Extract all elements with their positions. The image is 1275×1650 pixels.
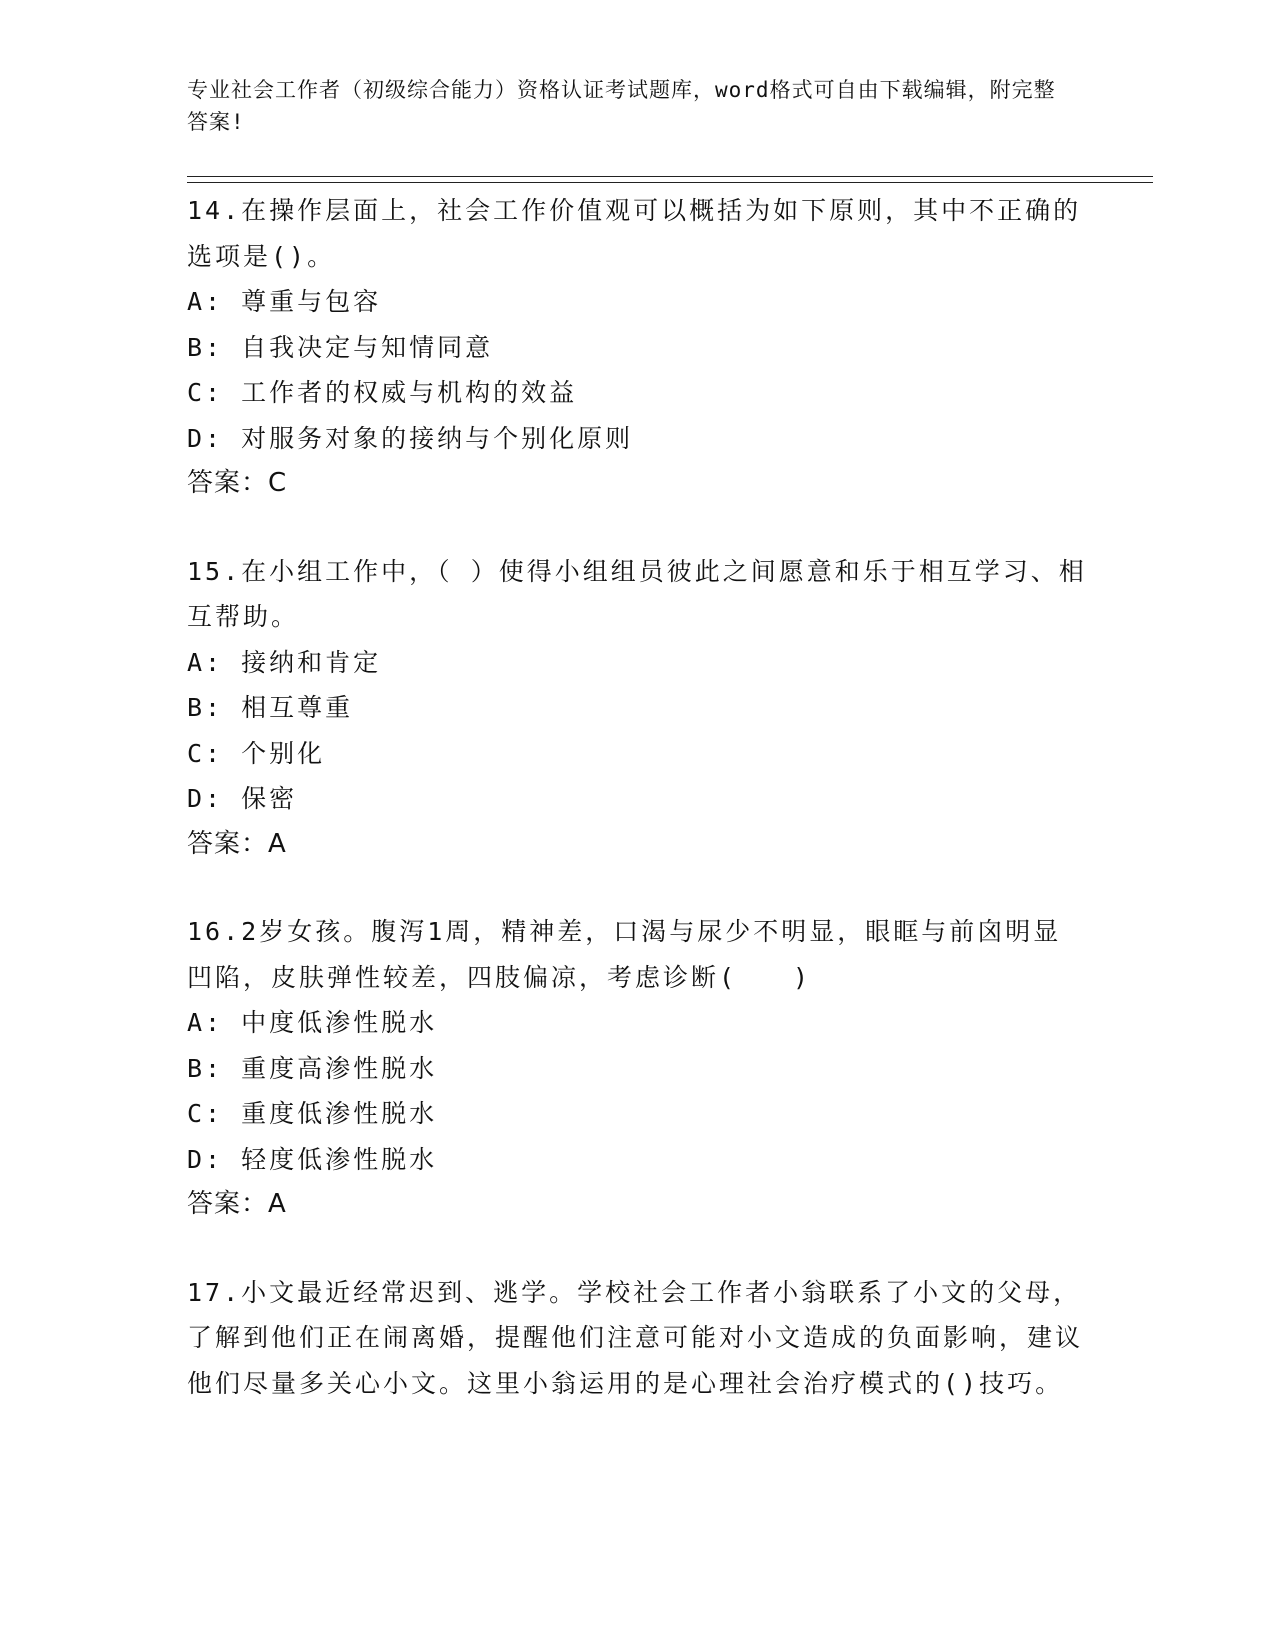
option-c bbox=[187, 731, 1087, 777]
option-text: 对服务对象的接纳与个别化原则 bbox=[241, 423, 634, 453]
question-stem: 14.在操作层面上，社会工作价值观可以概括为如下原则，其中不正确的选项是()。 bbox=[187, 196, 1082, 271]
option-label: C: bbox=[187, 738, 224, 768]
option-label: A: bbox=[187, 287, 224, 316]
question-stem: 15.在小组工作中，（ ）使得小组组员彼此之间愿意和乐于相互学习、相互帮助。 bbox=[187, 556, 1087, 631]
option-label: C: bbox=[187, 1099, 224, 1128]
option-a bbox=[187, 640, 1087, 686]
question-14 bbox=[187, 188, 1087, 507]
document-header: 专业社会工作者（初级综合能力）资格认证考试题库，word格式可自由下载编辑，附完整答案! bbox=[187, 78, 1056, 134]
option-text: 轻度低渗性脱水 bbox=[241, 1144, 438, 1174]
option-text: 工作者的权威与机构的效益 bbox=[241, 378, 578, 407]
question-17 bbox=[187, 1270, 1087, 1407]
option-label: D: bbox=[187, 1144, 224, 1174]
option-label: D: bbox=[187, 423, 224, 453]
option-text: 个别化 bbox=[241, 738, 326, 768]
option-label: D: bbox=[187, 784, 224, 813]
question-16 bbox=[187, 909, 1087, 1228]
option-label: A: bbox=[187, 1008, 224, 1037]
option-label: A: bbox=[187, 647, 224, 677]
question-list bbox=[187, 188, 1087, 1448]
option-c bbox=[187, 370, 1087, 416]
answer: 答案：A bbox=[187, 828, 287, 859]
option-a bbox=[187, 1000, 1087, 1046]
answer: 答案：A bbox=[187, 1189, 287, 1219]
question-stem: 16.2岁女孩。腹泻1周，精神差，口渴与尿少不明显，眼眶与前囟明显凹陷，皮肤弹性较差，四肢偏凉，考虑诊断( ) bbox=[187, 917, 1062, 992]
header-divider bbox=[187, 176, 1153, 183]
option-b bbox=[187, 1046, 1087, 1092]
option-text: 保密 bbox=[241, 784, 298, 813]
option-text: 相互尊重 bbox=[241, 693, 354, 722]
option-text: 重度高渗性脱水 bbox=[241, 1053, 438, 1083]
option-label: C: bbox=[187, 378, 224, 407]
option-b bbox=[187, 685, 1087, 731]
question-stem: 17.小文最近经常迟到、逃学。学校社会工作者小翁联系了小文的父母，了解到他们正在闹离婚，提醒他们注意可能对小文造成的负面影响，建议他们尽量多关心小文。这里小翁运用的是心理社会治疗模式的()技巧。 bbox=[187, 1277, 1084, 1398]
question-15 bbox=[187, 549, 1087, 868]
option-text: 接纳和肯定 bbox=[241, 647, 382, 677]
option-d bbox=[187, 1137, 1087, 1183]
option-c bbox=[187, 1091, 1087, 1137]
option-text: 中度低渗性脱水 bbox=[241, 1008, 438, 1037]
answer: 答案：C bbox=[187, 468, 288, 498]
option-d bbox=[187, 416, 1087, 462]
option-text: 尊重与包容 bbox=[241, 287, 382, 316]
option-a bbox=[187, 279, 1087, 325]
option-d bbox=[187, 776, 1087, 822]
option-text: 重度低渗性脱水 bbox=[241, 1099, 438, 1128]
option-b bbox=[187, 325, 1087, 371]
option-label: B: bbox=[187, 332, 224, 362]
option-label: B: bbox=[187, 693, 224, 722]
option-text: 自我决定与知情同意 bbox=[241, 332, 494, 362]
option-label: B: bbox=[187, 1053, 224, 1083]
